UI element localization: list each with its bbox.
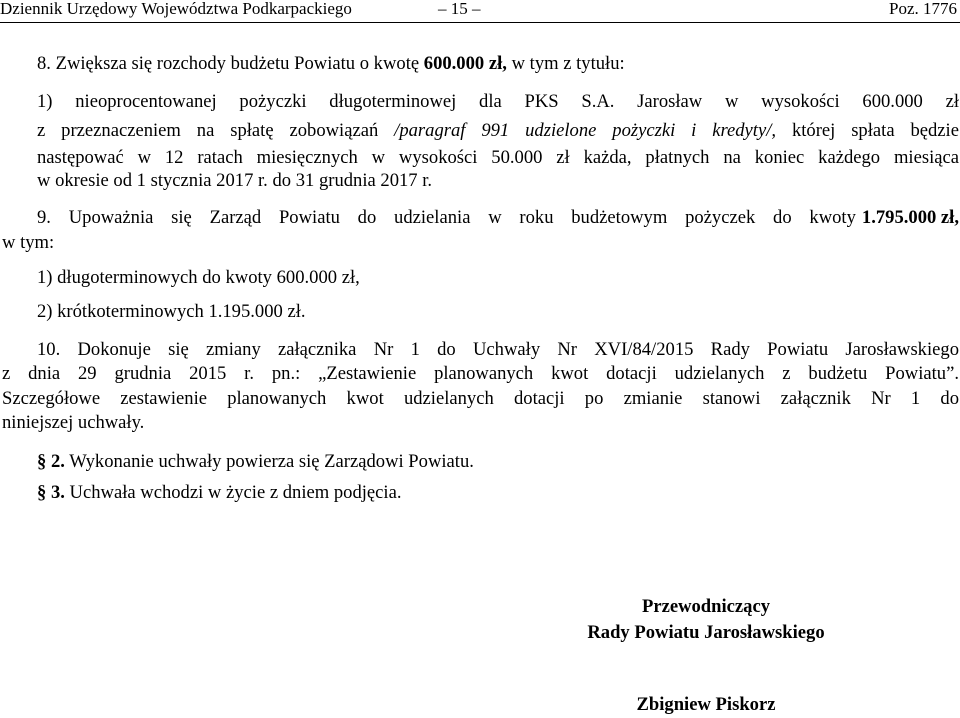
position-number: Poz. 1776: [889, 0, 957, 18]
paragraph-9-amount: 1.795.000 zł,: [861, 207, 959, 228]
paragraph-9-line-2: w tym:: [2, 232, 55, 253]
item-1-line-2-text-a: z przeznaczeniem na spłatę zobowiązań: [37, 120, 395, 141]
section-3-text: Uchwała wchodzi w życie z dniem podjęcia.: [64, 482, 402, 503]
page-number: – 15 –: [438, 0, 481, 18]
section-3: [37, 482, 402, 504]
section-2: [37, 451, 474, 473]
paragraph-9-line-1: [37, 207, 959, 229]
section-2-text: Wykonanie uchwały powierza się Zarządowi Powiatu.: [64, 451, 474, 472]
paragraph-10-line-3: Szczegółowe zestawienie planowanych kwot udzielanych dotacji po zmianie stanowi załącznik Nr 1 do: [2, 388, 959, 409]
signature-council: Rady Powiatu Jarosławskiego: [587, 622, 825, 643]
item-1-line-4: w okresie od 1 stycznia 2017 r. do 31 grudnia 2017 r.: [37, 170, 433, 191]
paragraph-10-line-4: niniejszej uchwały.: [2, 412, 145, 433]
section-3-label: § 3.: [37, 482, 65, 503]
paragraph-8-amount: 600.000 zł,: [423, 53, 507, 74]
signature-name: Zbigniew Piskorz: [636, 694, 776, 715]
item-1-line-2: [37, 120, 959, 142]
header-rule: [0, 22, 960, 23]
paragraph-8: [37, 53, 625, 75]
paragraph-8-tail: w tym z tytułu:: [506, 53, 625, 74]
paragraph-8-text: 8. Zwiększa się rozchody budżetu Powiatu o kwotę: [37, 53, 424, 74]
signature-title: Przewodniczący: [641, 596, 771, 617]
item-1-line-1: 1) nieoprocentowanej pożyczki długoterminowej dla PKS S.A. Jarosław w wysokości 600.000 zł: [37, 91, 959, 112]
paragraph-10-line-2: z dnia 29 grudnia 2015 r. pn.: „Zestawienie planowanych kwot dotacji udzielanych z budżetu Powiatu”.: [2, 363, 959, 384]
page-header: [0, 0, 960, 22]
item-1-line-2-italic: /paragraf 991 udzielone pożyczki i kredyty/,: [394, 120, 777, 141]
paragraph-10-line-1: 10. Dokonuje się zmiany załącznika Nr 1 do Uchwały Nr XVI/84/2015 Rady Powiatu Jarosławskiego: [37, 339, 959, 360]
item-1-line-2-text-b: której spłata będzie: [776, 120, 959, 141]
paragraph-9-item-2: 2) krótkoterminowych 1.195.000 zł.: [37, 301, 306, 322]
paragraph-9-text: 9. Upoważnia się Zarząd Powiatu do udzielania w roku budżetowym pożyczek do kwoty: [37, 207, 856, 228]
paragraph-9-item-1: 1) długoterminowych do kwoty 600.000 zł,: [37, 267, 360, 288]
item-1-line-3: następować w 12 ratach miesięcznych w wysokości 50.000 zł każda, płatnych na koniec każdego miesiąca: [37, 147, 959, 168]
journal-title: Dziennik Urzędowy Województwa Podkarpackiego: [0, 0, 352, 18]
section-2-label: § 2.: [37, 451, 65, 472]
